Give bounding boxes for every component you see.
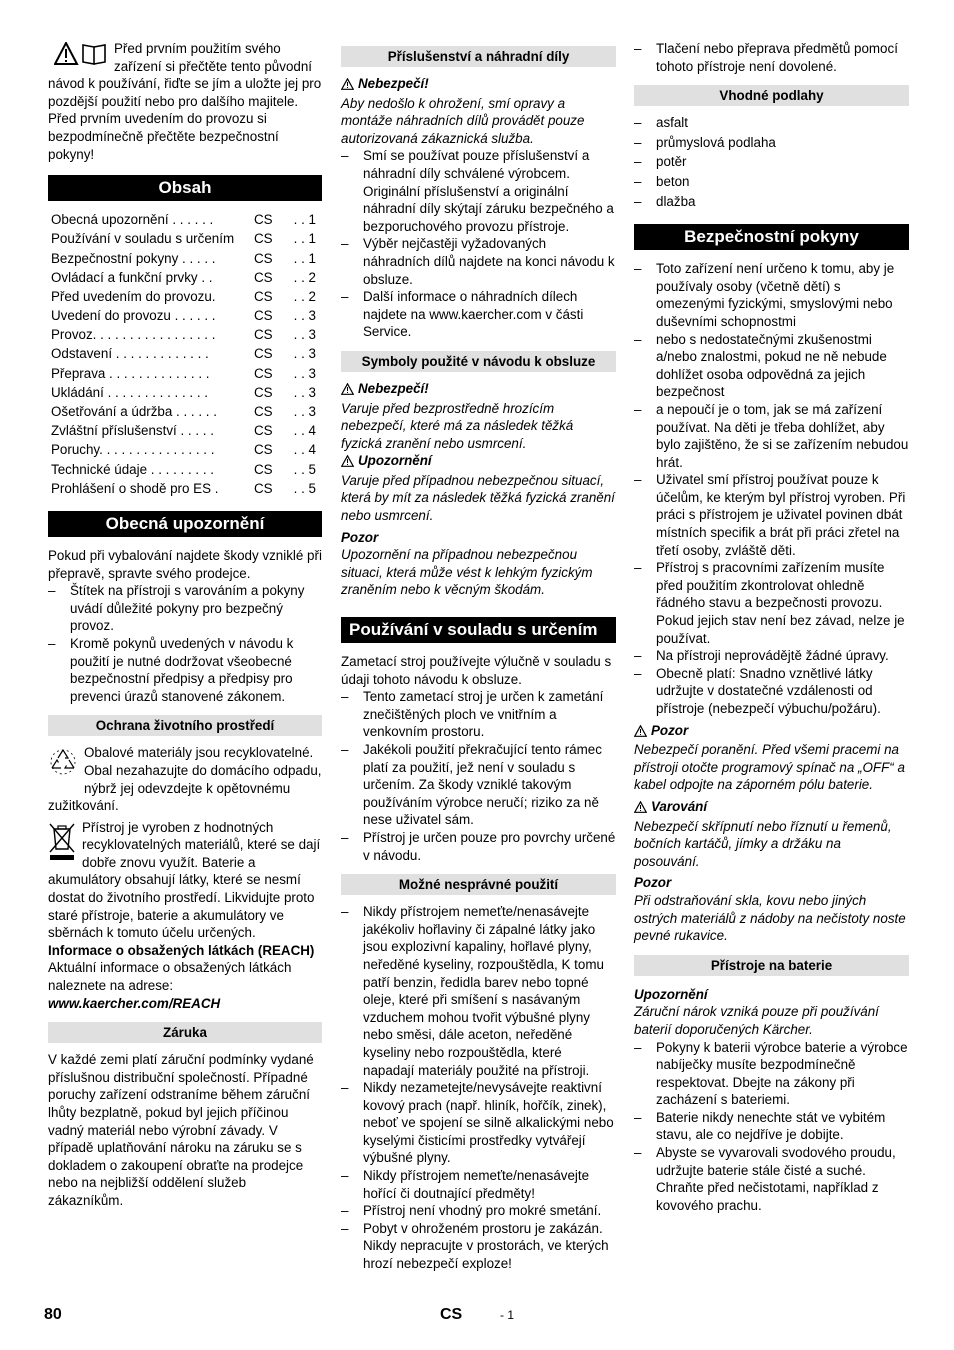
warranty-title: Záruka [48,1022,322,1043]
toc-row[interactable] [48,288,322,307]
toc-row[interactable] [48,230,322,249]
toc-entry-lang: CS [254,288,273,304]
toc-entry-label: Ošetřování a údržba . . . . . . [51,404,217,420]
environment-paragraph-2: Přístroj je vyroben z hodnotných recyklovatelných materiálů, které se dají dobře znovu využít. Baterie a akumulátory obsahují látky, které se nesmí dostat do životního prostředí. Likvidujte proto staré přístroje, baterie a akumulátory ve sběrnách k tomuto účelu určených. [48,819,321,941]
toc-entry-page: . . 1 [293,212,316,228]
toc-entry-lang: CS [254,250,273,266]
list-item: – Nikdy přístrojem nemeťte/nenasávejte hořící či doutnající předměty! [341,1168,590,1201]
toc-entry-page: . . 2 [293,269,316,285]
symbols-title: Symboly použité v návodu k obsluze [341,351,616,372]
safety-title: Bezpečnostní pokyny [634,224,909,250]
toc-entry-label: Používání v souladu s určením [51,231,235,247]
column-3 [634,40,909,1214]
list-item: – asfalt [634,115,689,131]
toc-entry-label: Bezpečnostní pokyny . . . . . [51,250,216,266]
list-item: – Přístroj není vhodný pro mokré smetání. [341,1203,602,1219]
toc-entry-label: Poruchy. . . . . . . . . . . . . . . . [51,442,215,458]
toc-entry-label: Odstavení . . . . . . . . . . . . . [51,346,209,362]
toc-row[interactable] [48,269,322,288]
warning-triangle-icon [634,724,647,742]
attention-label: Pozor [634,722,909,742]
warranty-text: V každé zemi platí záruční podmínky vydané příslušnou distribuční společností. Případné poruchy zařízení odstraníme během záruční lhůty bezplatně, pokud byl jejich příčinou vadný materiál nebo výrobní závady. V případě uplatňování nároku na záruku se s dokladem o zakoupení obraťte na prodejce nebo na nejbližší oddělení služeb zákazníkům. [48,1052,314,1208]
toc-entry-label: Technické údaje . . . . . . . . . [51,461,214,477]
toc-row[interactable] [48,422,322,441]
reach-text: Aktuální informace o obsažených látkách naleznete na adrese: [48,960,292,994]
toc-row[interactable] [48,461,322,480]
list-item: – Tlačení nebo přeprava předmětů pomocí tohoto přístroje není dovolené. [634,41,898,74]
toc-row[interactable] [48,250,322,269]
toc-entry-label: Ukládání . . . . . . . . . . . . . . [51,384,209,400]
misuse-title: Možné nesprávné použití [341,874,616,895]
general-paragraph: Pokud při vybalování najdete škody vzniklé při přepravě, spravte svého prodejce. [48,547,322,581]
list-item: – průmyslová podlaha [634,134,776,150]
toc-row[interactable] [48,326,322,345]
warning-manual-icon [54,42,108,71]
list-item: – Přístroj s pracovními zařízením musíte před použitím zkontrolovat ohledně řádného stavu a bezpečnosti provozu. Pokud jejich stav není bez závad, nelze je používat. [634,560,905,646]
toc-entry-lang: CS [254,308,273,324]
list-item: – Obecně platí: Snadno vznětlivé látky udržujte v dostatečné vzdálenosti od přístroje (nebezpečí výbuchu/požáru). [634,665,881,716]
toc-entry-lang: CS [254,346,273,362]
weee-block [48,819,322,942]
warning-triangle-icon [341,77,354,95]
symbols-attention-text: Upozornění na případnou nebezpečnou situaci, která může vést k lehkým fyzickým zraněním nebo k věcným škodám. [341,547,593,598]
toc-entry-page: . . 5 [293,480,316,496]
toc-entry-page: . . 5 [293,461,316,477]
accessories-danger-text: Aby nedošlo k ohrožení, smí opravy a montáže náhradních dílů provádět pouze autorizovaná zákaznická služba. [341,95,585,146]
toc-entry-page: . . 3 [293,308,316,324]
toc-entry-page: . . 3 [293,346,316,362]
floors-title: Vhodné podlahy [634,85,909,106]
toc-table [48,211,322,499]
list-item: – beton [634,173,690,189]
footer-subpage: - 1 [500,1308,515,1322]
list-item: – nebo s nedostatečnými zkušenostmi a/nebo znalostmi, pokud ne ně nebude dohlížet osoba odpovědná za jejich bezpečnost [634,331,887,400]
list-item: – Baterie nikdy nenechte stát ve vybitém stavu, ale co nejdříve je dobijte. [634,1109,886,1143]
toc-row[interactable] [48,345,322,364]
usage-title: Používání v souladu s určením [341,617,616,643]
column-2 [341,40,616,1273]
caution-label: Upozornění [634,986,708,1002]
list-item: – Jakékoli použití překračující tento rámec platí za použití, jež není v souladu s určením. Za škody vzniklé takovým používáním výrobce neručí; riziko za ně nese uživatel sám. [341,742,602,828]
reach-link[interactable]: www.kaercher.com/REACH [48,995,221,1011]
toc-entry-page: . . 3 [293,384,316,400]
toc-entry-label: Uvedení do provozu . . . . . . [51,308,216,324]
list-item: – Abyste se vyvarovali svodového proudu, udržujte baterie stále čisté a suché. Chraňte před nečistotami, například z kovového prachu. [634,1145,896,1213]
toc-entry-label: Přeprava . . . . . . . . . . . . . . [51,365,210,381]
toc-entry-lang: CS [254,212,273,228]
column-1 [48,40,322,1210]
environment-paragraph-1: Obalové materiály jsou recyklovatelné. Obal nezahazujte do domácího odpadu, nýbrž jej odevzdejte k opětovnému zužitkování. [48,745,322,814]
list-item: – Výběr nejčastěji vyžadovaných náhradních dílů najdete na konci návodu k obsluze. [341,236,615,287]
safety-attention2-text: Při odstraňování skla, kovu nebo jiných ostrých materiálů z nádoby na nečistoty noste pevné rukavice. [634,892,906,944]
usage-paragraph: Zametací stroj používejte výlučně v souladu s údaji tohoto návodu k obsluze. [341,654,612,687]
general-title: Obecná upozornění [48,511,322,537]
toc-entry-label: Zvláštní příslušenství . . . . . [51,423,214,439]
toc-entry-page: . . 1 [293,250,316,266]
toc-entry-page: . . 1 [293,231,316,247]
safety-attention-text: Nebezpečí poranění. Před všemi pracemi na přístroji otočte programový spínač na „OFF“ a kabel odpojte na záporném pólu baterie. [634,742,905,793]
list-item: – Smí se používat pouze příslušenství a náhradní díly schválené výrobcem. Originální příslušenství a originální náhradní díly skýtají záruku bezpečného a bezporuchového provozu přístroje. [341,148,614,234]
battery-caution-text: Záruční nárok vzniká pouze při používání baterií doporučených Kärcher. [634,1004,879,1037]
attention-label: Pozor [341,529,379,545]
toc-entry-page: . . 2 [293,288,316,304]
toc-entry-lang: CS [254,365,273,381]
toc-entry-page: . . 3 [293,327,316,343]
footer-language: CS [440,1306,463,1323]
recycling-icon [48,746,78,781]
toc-entry-label: Prohlášení o shodě pro ES . [51,480,219,496]
crossed-bin-icon [48,821,76,866]
list-item: – potěr [634,154,687,170]
recycle-block [48,744,322,814]
list-item: – Pobyt v ohroženém prostoru je zakázán. Nikdy nepracujte v prostorách, ve kterých hrozí nebezpečí exploze! [341,1220,609,1272]
toc-entry-lang: CS [254,384,273,400]
danger-label: Nebezpečí! [341,75,616,95]
toc-row[interactable] [48,384,322,403]
intro-paragraph-2: Před prvním uvedením do provozu si bezpodmínečně přečtěte bezpečnostní pokyny! [48,111,279,162]
toc-row[interactable] [48,211,322,230]
list-item: – Nikdy nezametejte/nevysávejte reaktivní kovový prach (např. hliník, hořčík, zinek), neboť ve spojení se silně alkalickými nebo kyselými čisticími prostředky vytvářejí výbušné plyny. [341,1080,614,1166]
list-item: – Nikdy přístrojem nemeťte/nenasávejte jakékoliv hořlaviny či zápalné látky jako jsou explozivní kapaliny, hořlavé plyny, neředěné kyseliny, rozpouštědla, K tomu patří benzin, ředidla barev nebo topné oleje, které při smíšení s nasávaným vzduchem mohou tvořit výbušné plyny nebo směsi, dále aceton, neředěné kyseliny nebo rozpouštědla, které napadají materiály použité na přístroji. [341,904,604,1078]
toc-entry-lang: CS [254,423,273,439]
warning-triangle-icon [341,454,354,472]
symbols-caution-text: Varuje před případnou nebezpečnou situací, která by mít za následek těžká fyzická zranění nebo usmrcení. [341,472,615,524]
toc-entry-label: Ovládací a funkční prvky . . [51,269,213,285]
toc-title: Obsah [48,175,322,201]
symbols-danger-text: Varuje před bezprostředně hrozícím nebezpečí, které má za následek těžká fyzická zranění nebo usmrcení. [341,400,574,451]
attention-label: Pozor [634,875,672,891]
list-item: – Tento zametací stroj je určen k zametání znečištěných ploch ve vnitřním a venkovním prostoru. [341,689,604,740]
reach-title: Informace o obsažených látkách (REACH) [48,942,315,958]
toc-entry-page: . . 3 [293,365,316,381]
warning-triangle-icon [341,382,354,400]
toc-row[interactable] [48,480,322,499]
toc-entry-lang: CS [254,404,273,420]
toc-entry-label: Obecná upozornění . . . . . . [51,212,214,228]
intro-paragraph-1: Před prvním použitím svého zařízení si přečtěte tento původní návod k používání, řiďte se jím a uložte jej pro pozdější použití nebo pro dalšího majitele. [48,41,322,109]
accessories-title: Příslušenství a náhradní díly [341,46,616,67]
list-item: – Kromě pokynů uvedených v návodu k použití je nutné dodržovat všeobecné bezpečnostní předpisy a předpisy pro prevenci úrazů stanovené zákonem. [48,635,294,704]
list-item: – Pokyny k baterii výrobce baterie a výrobce nabíječky musíte bezpodmínečně respektovat. Dbejte na zákony při zacházení s bateriemi. [634,1039,908,1108]
toc-entry-lang: CS [254,480,273,496]
list-item: – Toto zařízení není určeno k tomu, aby je používaly osoby (včetně dětí) s omezenými fyzickými, smyslovými nebo duševními schopnostmi [634,261,895,329]
safety-warning-text: Nebezpečí skřípnutí nebo říznutí u řemenů, bočních kartáčů, jímky a držáku na posouvání. [634,818,892,869]
intro-block [48,40,322,163]
list-item: – Na přístroji neprovádějtě žádné úpravy. [634,648,889,664]
battery-title: Přístroje na baterie [634,955,909,976]
warning-label: Varování [634,798,909,818]
toc-entry-lang: CS [254,327,273,343]
danger-label: Nebezpečí! [341,380,616,400]
warning-triangle-icon [634,800,647,818]
list-item: – Přístroj je určen pouze pro povrchy určené v návodu. [341,829,616,863]
list-item: – Štítek na přístroji s varováním a pokyny uvádí důležité pokyny pro bezpečný provoz. [48,583,305,634]
caution-label: Upozornění [341,452,616,472]
toc-row[interactable] [48,307,322,326]
toc-entry-page: . . 4 [293,423,316,439]
toc-entry-lang: CS [254,231,273,247]
toc-entry-label: Provoz. . . . . . . . . . . . . . . . . [51,327,216,343]
toc-row[interactable] [48,365,322,384]
list-item: – dlažba [634,193,696,209]
list-item: – Další informace o náhradních dílech najdete na www.kaercher.com v části Service. [341,289,584,340]
toc-entry-page: . . 3 [293,404,316,420]
list-item: – Uživatel smí přístroj používat pouze k účelům, ke kterým byl přístroj vyroben. Při práci s přístrojem je uživatel povinen dbát místních specifik a brát při práci zřetel na třetí osoby, zvláště děti. [634,472,906,558]
toc-entry-lang: CS [254,461,273,477]
toc-entry-page: . . 4 [293,442,316,458]
toc-entry-lang: CS [254,442,273,458]
toc-entry-lang: CS [254,269,273,285]
page-number: 80 [44,1306,62,1323]
environment-title: Ochrana životního prostředí [48,715,322,736]
list-item: – a nepoučí je o tom, jak se má zařízení používat. Na děti je třeba dohlížet, aby bylo zajištěno, že si se zařízením nebudou hrát. [634,401,909,470]
toc-row[interactable] [48,403,322,422]
toc-row[interactable] [48,441,322,460]
toc-entry-label: Před uvedením do provozu. [51,288,216,304]
